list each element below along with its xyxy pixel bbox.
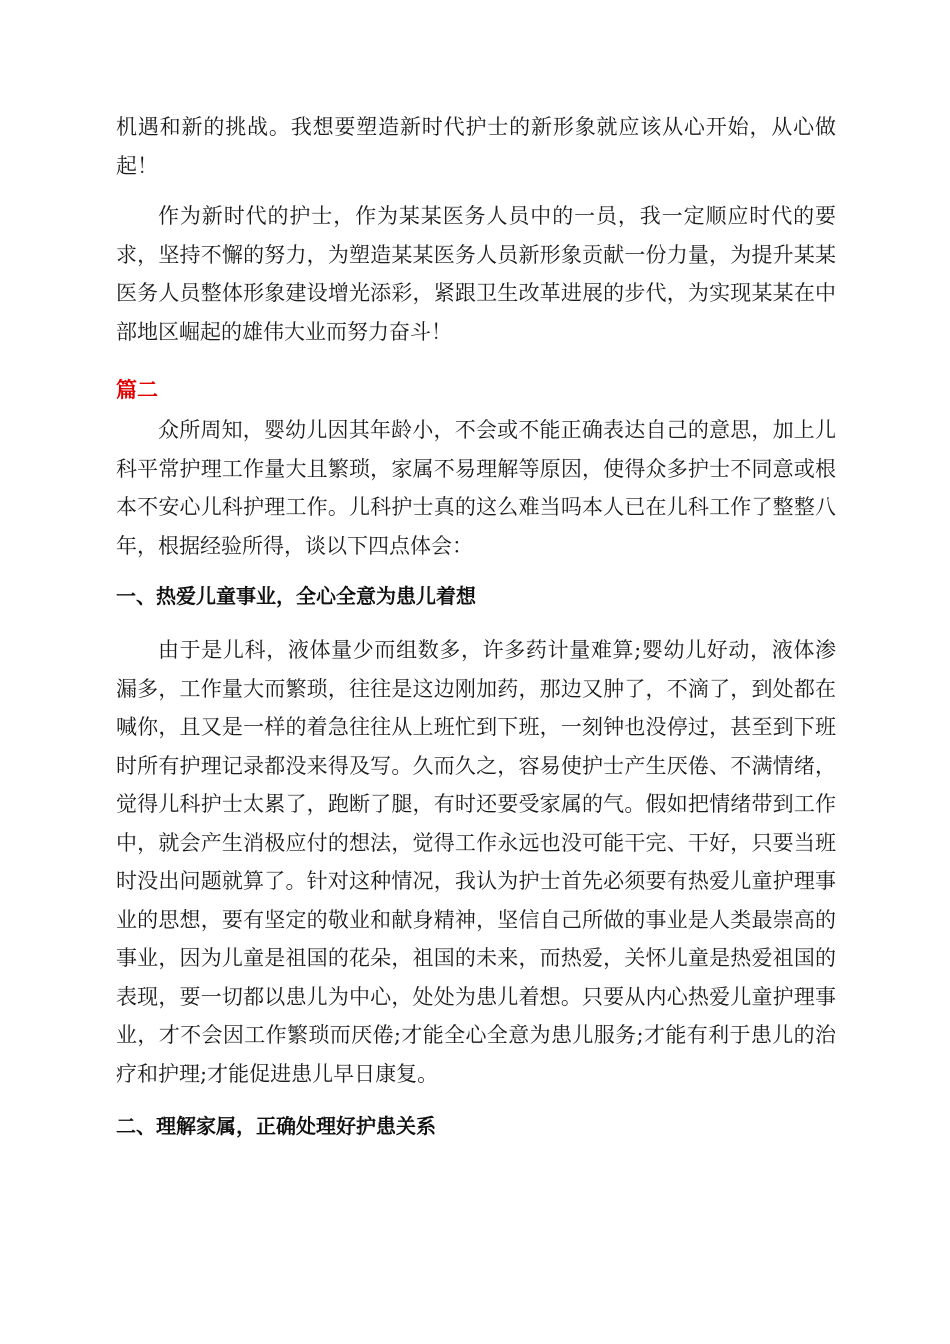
section-title: 篇二 xyxy=(116,378,158,402)
heading-1: 一、热爱儿童事业，全心全意为患儿着想 xyxy=(116,584,476,608)
paragraph-continuation: 机遇和新的挑战。我想要塑造新时代护士的新形象就应该从心开始，从心做起！ xyxy=(116,115,836,178)
paragraph-section-intro: 众所周知，婴幼儿因其年龄小，不会或不能正确表达自己的意思，加上儿科平常护理工作量大且繁琐，家属不易理解等原因，使得众多护士不同意或根本不安心儿科护理工作。儿科护士真的这么难当吗本人已在儿科工作了整整八年，根据经验所得，谈以下四点体会： xyxy=(116,418,836,558)
paragraph-intro: 作为新时代的护士，作为某某医务人员中的一员，我一定顺应时代的要求，坚持不懈的努力，为塑造某某医务人员新形象贡献一份力量，为提升某某医务人员整体形象建设增光添彩，紧跟卫生改革进展的步代，为实现某某在中部地区崛起的雄伟大业而努力奋斗！ xyxy=(116,204,836,344)
heading-2: 二、理解家属，正确处理好护患关系 xyxy=(116,1114,436,1138)
paragraph-heading-1: 由于是儿科，液体量少而组数多，许多药计量难算;婴幼儿好动，液体渗漏多，工作量大而繁琐，往往是这边刚加药，那边又肿了，不滴了，到处都在喊你，且又是一样的着急往往从上班忙到下班，一刻钟也没停过，甚至到下班时所有护理记录都没来得及写。久而久之，容易使护士产生厌倦、不满情绪，觉得儿科护士太累了，跑断了腿，有时还要受家属的气。假如把情绪带到工作中，就会产生消极应付的想法，觉得工作永远也没可能干完、干好，只要当班时没出问题就算了。针对这种情况，我认为护士首先必须要有热爱儿童护理事业的思想，要有坚定的敬业和献身精神，坚信自己所做的事业是人类最崇高的事业，因为儿童是祖国的花朵，祖国的未来，而热爱，关怀儿童是热爱祖国的表现，要一切都以患儿为中心，处处为患儿着想。只要从内心热爱儿童护理事业，才不会因工作繁琐而厌倦;才能全心全意为患儿服务;才能有利于患儿的治疗和护理;才能促进患儿早日康复。 xyxy=(116,638,836,1086)
document-page xyxy=(116,108,836,1141)
